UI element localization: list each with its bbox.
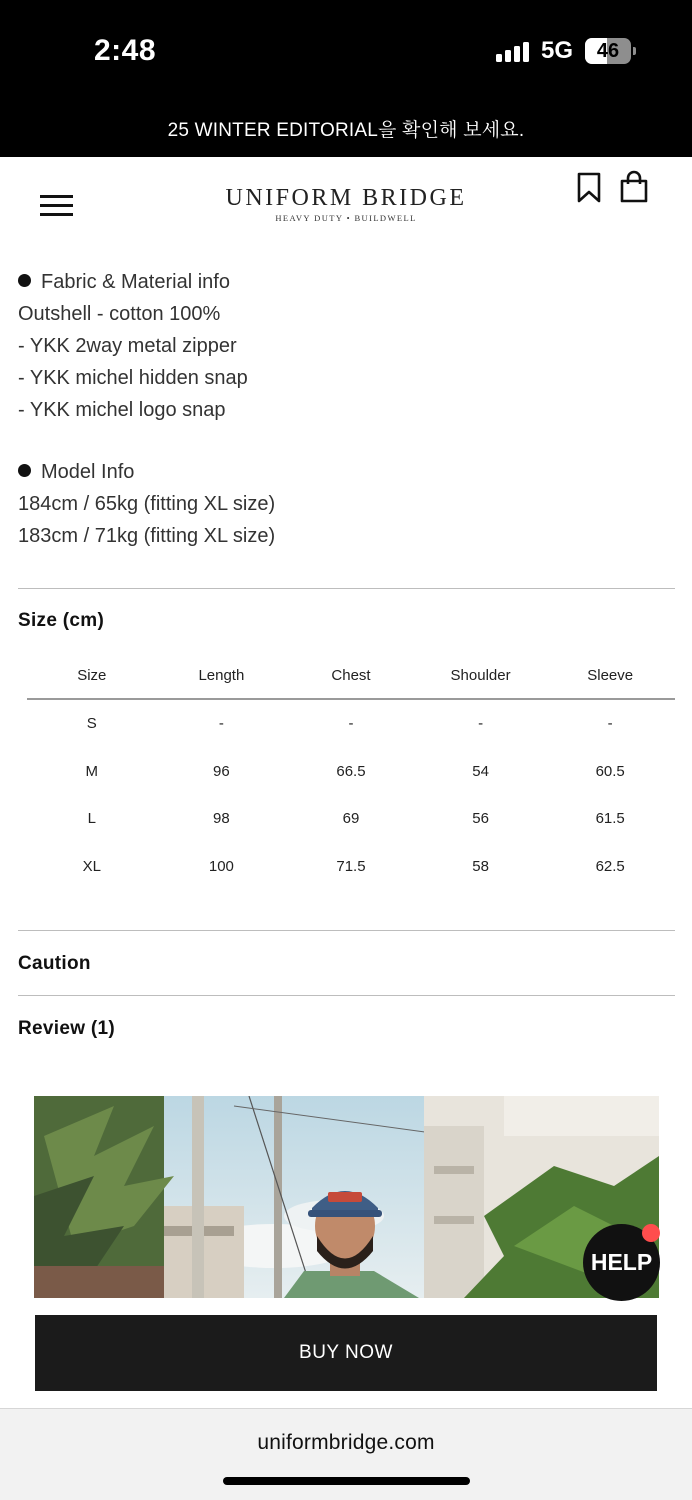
browser-address-bar[interactable] xyxy=(0,1408,692,1500)
table-cell: 62.5 xyxy=(595,857,625,875)
bookmark-icon[interactable] xyxy=(576,172,602,204)
fabric-info xyxy=(18,266,248,426)
shopping-bag-icon[interactable] xyxy=(619,170,649,204)
review-section-title[interactable]: Review (1) xyxy=(18,1018,115,1039)
bullet-icon xyxy=(18,464,31,477)
fabric-line: - YKK 2way metal zipper xyxy=(18,335,237,357)
model-heading: Model Info xyxy=(18,456,275,488)
table-cell: - xyxy=(607,715,613,732)
caution-section-title[interactable]: Caution xyxy=(18,953,91,974)
table-cell: 71.5 xyxy=(336,857,366,875)
table-cell: XL xyxy=(82,857,101,875)
table-cell: 98 xyxy=(213,810,230,827)
signal-icon xyxy=(496,42,532,62)
logo-sub-text: HEAVY DUTY • BUILDWELL xyxy=(275,213,417,223)
site-header xyxy=(0,157,692,239)
table-cell: 56 xyxy=(472,810,489,827)
table-cell: 100 xyxy=(208,857,234,875)
divider xyxy=(18,930,675,931)
model-line: 184cm / 65kg (fitting XL size) xyxy=(18,493,276,515)
table-cell: 66.5 xyxy=(336,762,366,780)
home-indicator[interactable] xyxy=(223,1477,470,1485)
bullet-icon xyxy=(18,274,31,287)
table-cell: 96 xyxy=(213,762,230,780)
table-cell: 61.5 xyxy=(595,810,625,827)
fabric-line: - YKK michel hidden snap xyxy=(18,367,248,389)
hamburger-icon[interactable] xyxy=(40,195,73,217)
size-table-header xyxy=(27,652,675,700)
table-row xyxy=(27,748,675,796)
table-cell: S xyxy=(86,715,97,732)
table-cell: - xyxy=(348,715,354,732)
review-photo-illustration xyxy=(34,1096,659,1298)
size-section-title[interactable]: Size (cm) xyxy=(18,610,105,631)
table-cell: - xyxy=(478,715,484,732)
table-cell: M xyxy=(85,762,99,780)
header-cell: Length xyxy=(198,667,245,684)
table-row xyxy=(27,843,675,891)
model-info xyxy=(18,456,275,552)
table-cell: - xyxy=(218,715,224,732)
divider xyxy=(18,995,675,996)
logo-main-text: UNIFORM BRIDGE xyxy=(225,185,467,211)
header-cell: Sleeve xyxy=(587,667,634,684)
divider xyxy=(18,588,675,589)
table-row xyxy=(27,700,675,748)
buy-now-button[interactable]: BUY NOW xyxy=(35,1315,657,1391)
battery-level: 46 xyxy=(596,40,620,62)
promo-banner[interactable]: 25 WINTER EDITORIAL을 확인해 보세요. xyxy=(0,106,692,157)
table-cell: L xyxy=(87,810,96,827)
header-cell: Shoulder xyxy=(450,667,511,684)
header-cell: Chest xyxy=(331,667,371,684)
fabric-heading: Fabric & Material info xyxy=(18,266,248,298)
status-bar xyxy=(0,0,692,106)
url-text[interactable]: uniformbridge.com xyxy=(257,1431,435,1454)
model-line: 183cm / 71kg (fitting XL size) xyxy=(18,525,276,547)
table-cell: 60.5 xyxy=(595,762,625,780)
status-time: 2:48 xyxy=(94,34,157,67)
brand-logo[interactable] xyxy=(200,185,492,223)
fabric-line: - YKK michel logo snap xyxy=(18,399,226,421)
table-row xyxy=(27,795,675,843)
size-table xyxy=(27,652,675,890)
network-type: 5G xyxy=(541,37,574,64)
review-photo[interactable] xyxy=(34,1096,659,1298)
table-cell: 54 xyxy=(472,762,489,780)
table-cell: 58 xyxy=(472,857,489,875)
notification-dot xyxy=(642,1224,660,1242)
header-cell: Size xyxy=(77,667,107,684)
table-cell: 69 xyxy=(342,810,360,827)
battery-icon xyxy=(585,38,631,64)
help-button[interactable]: HELP xyxy=(583,1224,660,1301)
fabric-line: Outshell - cotton 100% xyxy=(18,303,221,325)
